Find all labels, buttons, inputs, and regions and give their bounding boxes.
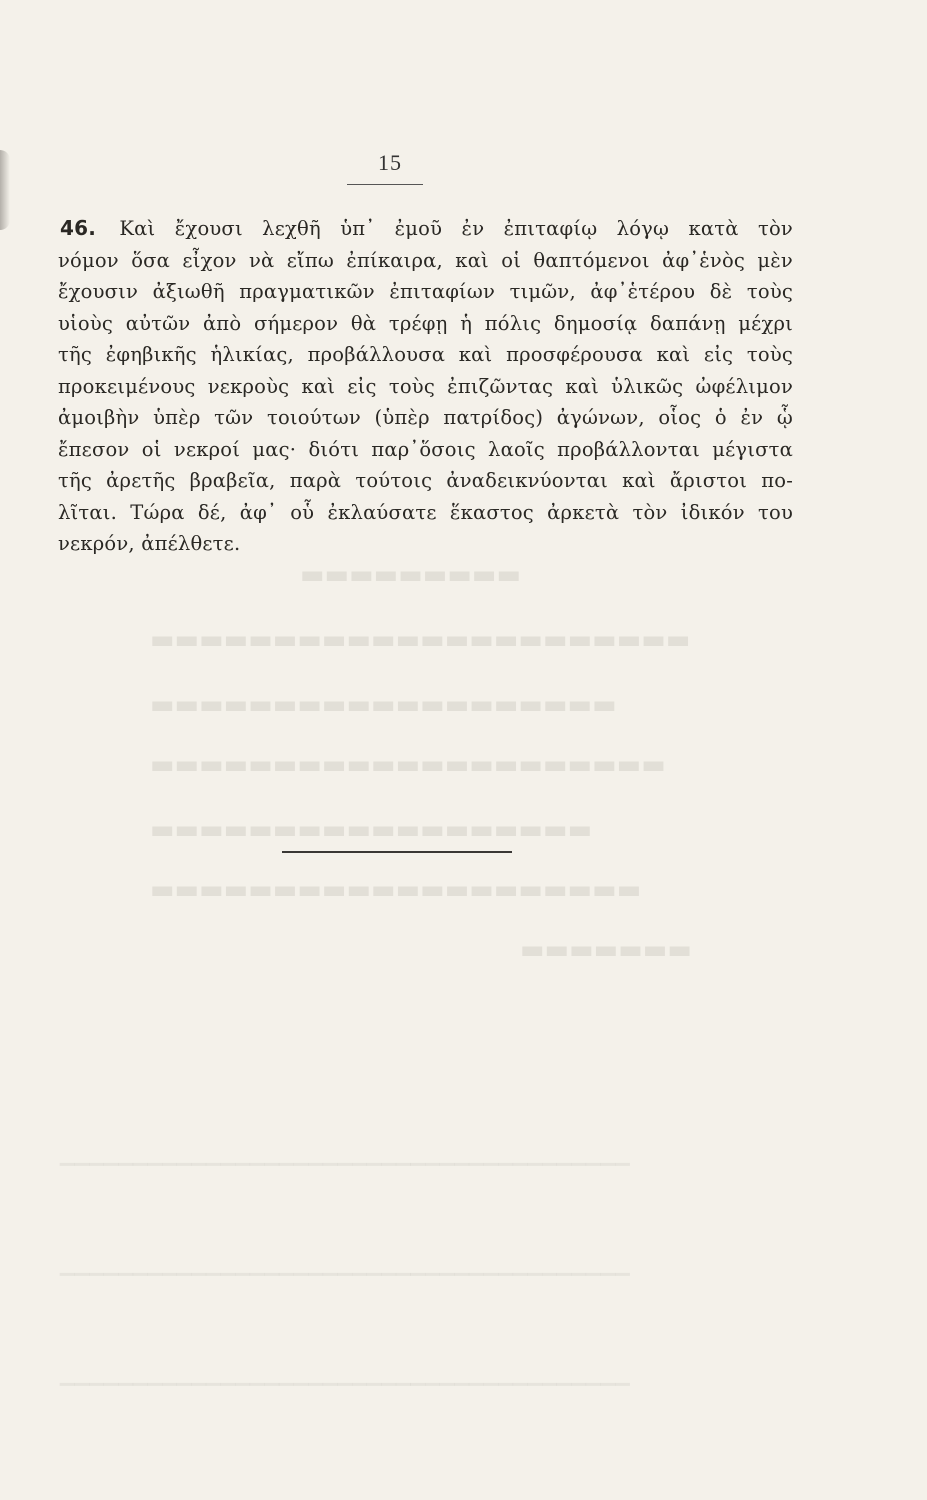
- text-line: ἔχουσιν ἀξιωθῆ πραγματικῶν ἐπιταφίων τιμῶν, ἀφ᾽ἑτέρου δὲ τοὺς: [58, 280, 793, 303]
- bleed-through-body: ▁▁▁▁▁▁▁▁▁▁▁▁▁▁▁▁▁▁▁▁▁▁▁▁▁▁▁▁▁▁▁▁▁▁▁▁▁▁▁: [60, 1144, 630, 1166]
- bleed-through-title: ▬▬▬▬▬▬▬▬▬: [300, 560, 522, 590]
- text-line: υἱοὺς αὐτῶν ἀπὸ σήμερον θὰ τρέφῃ ἡ πόλις δημοσίᾳ δαπάνῃ μέχρι: [58, 311, 793, 335]
- closing-rule: [282, 851, 512, 853]
- bleed-through-body: ▁▁▁▁▁▁▁▁▁▁▁▁▁▁▁▁▁▁▁▁▁▁▁▁▁▁▁▁▁▁▁▁▁▁▁▁▁▁▁: [60, 1364, 630, 1386]
- bleed-through-heading-5: ▬▬▬▬▬▬▬▬▬▬▬▬▬▬▬▬▬▬▬▬: [150, 875, 642, 905]
- bleed-through-heading-2: ▬▬▬▬▬▬▬▬▬▬▬▬▬▬▬▬▬▬▬: [150, 690, 617, 720]
- text-line: ἀμοιβὴν ὑπὲρ τῶν τοιούτων (ὑπὲρ πατρίδος) ἀγώνων, οἷος ὁ ἐν ᾧ: [58, 406, 793, 429]
- text-line: νεκρόν, ἀπέλθετε.: [58, 532, 241, 555]
- page-number-rule: [347, 184, 423, 185]
- text-line: προκειμένους νεκροὺς καὶ εἰς τοὺς ἐπιζῶντας καὶ ὑλικῶς ὠφέλιμον: [58, 374, 793, 398]
- text-line: λῖται. Τώρα δέ, ἀφ᾽ οὗ ἐκλαύσατε ἕκαστος ἀρκετὰ τὸν ἰδικόν του: [58, 500, 793, 524]
- bleed-through-heading-1: ▬▬▬▬▬▬▬▬▬▬▬▬▬▬▬▬▬▬▬▬▬▬: [150, 625, 691, 655]
- text-line: τῆς ἀρετῆς βραβεῖα, παρὰ τούτοις ἀναδεικνύονται καὶ ἄριστοι πο-: [58, 469, 793, 492]
- line-text: Καὶ ἔχουσι λεχθῆ ὑπ᾽ ἐμοῦ ἐν ἐπιταφίῳ λόγῳ κατὰ τὸν: [119, 217, 793, 240]
- text-line: ἔπεσον οἱ νεκροί μας· διότι παρ᾽ὅσοις λαοῖς προβάλλονται μέγιστα: [58, 437, 793, 461]
- page-number: 15: [378, 150, 402, 175]
- bleed-through-heading-4: ▬▬▬▬▬▬▬▬▬▬▬▬▬▬▬▬▬▬: [150, 815, 593, 845]
- section-number: 46.: [60, 216, 97, 240]
- bleed-through-heading-3: ▬▬▬▬▬▬▬▬▬▬▬▬▬▬▬▬▬▬▬▬▬: [150, 750, 666, 780]
- text-line: νόμον ὅσα εἶχον νὰ εἴπω ἐπίκαιρα, καὶ οἱ θαπτόμενοι ἀφ᾽ἑνὸς μὲν: [58, 248, 793, 272]
- text-line: τῆς ἐφηβικῆς ἡλικίας, προβάλλουσα καὶ προσφέρουσα καὶ εἰς τοὺς: [58, 343, 793, 366]
- text-line: [58, 213, 793, 245]
- bleed-through-body: ▁▁▁▁▁▁▁▁▁▁▁▁▁▁▁▁▁▁▁▁▁▁▁▁▁▁▁▁▁▁▁▁▁▁▁▁▁▁▁: [60, 1254, 630, 1276]
- bleed-through-heading-6: ▬▬▬▬▬▬▬: [520, 935, 692, 965]
- paragraph: [58, 213, 793, 560]
